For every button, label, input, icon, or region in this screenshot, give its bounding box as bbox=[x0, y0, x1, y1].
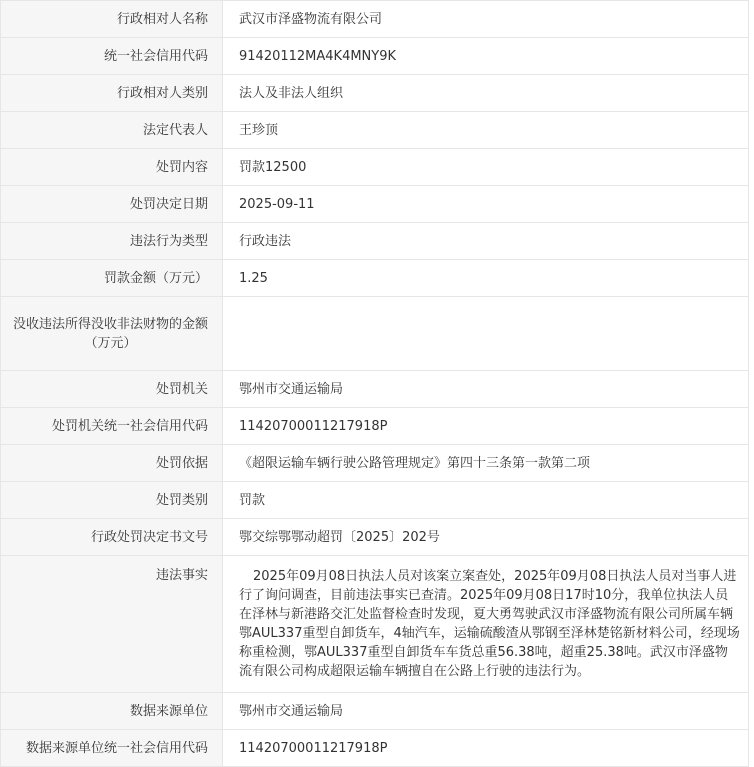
table-row bbox=[1, 186, 749, 223]
row-label: 处罚类别 bbox=[1, 482, 223, 519]
row-value: 鄂交综鄂鄂动超罚〔2025〕202号 bbox=[223, 519, 749, 556]
table-row bbox=[1, 112, 749, 149]
row-label: 数据来源单位 bbox=[1, 693, 223, 730]
row-value: 2025-09-11 bbox=[223, 186, 749, 223]
table-row bbox=[1, 149, 749, 186]
row-label: 数据来源单位统一社会信用代码 bbox=[1, 730, 223, 767]
row-label: 行政相对人类别 bbox=[1, 75, 223, 112]
table-row bbox=[1, 408, 749, 445]
table-row bbox=[1, 519, 749, 556]
row-value: 法人及非法人组织 bbox=[223, 75, 749, 112]
table-row bbox=[1, 556, 749, 693]
row-label: 没收违法所得没收非法财物的金额（万元） bbox=[1, 297, 223, 371]
row-value: 王珍顶 bbox=[223, 112, 749, 149]
row-value bbox=[223, 297, 749, 371]
table-row bbox=[1, 223, 749, 260]
row-value: 1.25 bbox=[223, 260, 749, 297]
table-row bbox=[1, 371, 749, 408]
table-row bbox=[1, 693, 749, 730]
row-value: 鄂州市交通运输局 bbox=[223, 371, 749, 408]
row-label: 行政处罚决定书文号 bbox=[1, 519, 223, 556]
row-value: 武汉市泽盛物流有限公司 bbox=[223, 1, 749, 38]
row-value: 《超限运输车辆行驶公路管理规定》第四十三条第一款第二项 bbox=[223, 445, 749, 482]
table-row bbox=[1, 75, 749, 112]
table-row bbox=[1, 730, 749, 767]
table-row bbox=[1, 297, 749, 371]
table-row bbox=[1, 260, 749, 297]
illegal-facts-text: 2025年09月08日执法人员对该案立案查处，2025年09月08日执法人员对当事人进行了询问调查，目前违法事实已查清。2025年09月08日17时10分，我单位执法人员在泽林与新港路交汇处监督检查时发现，夏大勇驾驶武汉市泽盛物流有限公司所属车辆鄂AUL337重型自卸货车，4轴汽车，运输硫酸渣从鄂钢至泽林楚铭新材料公司，经现场称重检测，鄂AUL337重型自卸货车车货总重56.38吨，超重25.38吨。武汉市泽盛物流有限公司构成超限运输车辆擅自在公路上行驶的违法行为。 bbox=[223, 556, 749, 693]
table-row bbox=[1, 38, 749, 75]
row-label: 处罚决定日期 bbox=[1, 186, 223, 223]
row-label: 处罚依据 bbox=[1, 445, 223, 482]
row-value: 罚款12500 bbox=[223, 149, 749, 186]
row-value: 罚款 bbox=[223, 482, 749, 519]
row-label: 行政相对人名称 bbox=[1, 1, 223, 38]
table-row bbox=[1, 1, 749, 38]
table-row bbox=[1, 482, 749, 519]
table-row bbox=[1, 445, 749, 482]
row-value: 行政违法 bbox=[223, 223, 749, 260]
row-label: 处罚机关 bbox=[1, 371, 223, 408]
row-label: 处罚内容 bbox=[1, 149, 223, 186]
row-label: 违法事实 bbox=[1, 556, 223, 693]
row-label: 违法行为类型 bbox=[1, 223, 223, 260]
row-label: 统一社会信用代码 bbox=[1, 38, 223, 75]
row-label: 法定代表人 bbox=[1, 112, 223, 149]
row-label: 处罚机关统一社会信用代码 bbox=[1, 408, 223, 445]
row-value: 11420700011217918P bbox=[223, 730, 749, 767]
row-value: 11420700011217918P bbox=[223, 408, 749, 445]
row-label: 罚款金额（万元） bbox=[1, 260, 223, 297]
row-value: 鄂州市交通运输局 bbox=[223, 693, 749, 730]
row-value: 91420112MA4K4MNY9K bbox=[223, 38, 749, 75]
